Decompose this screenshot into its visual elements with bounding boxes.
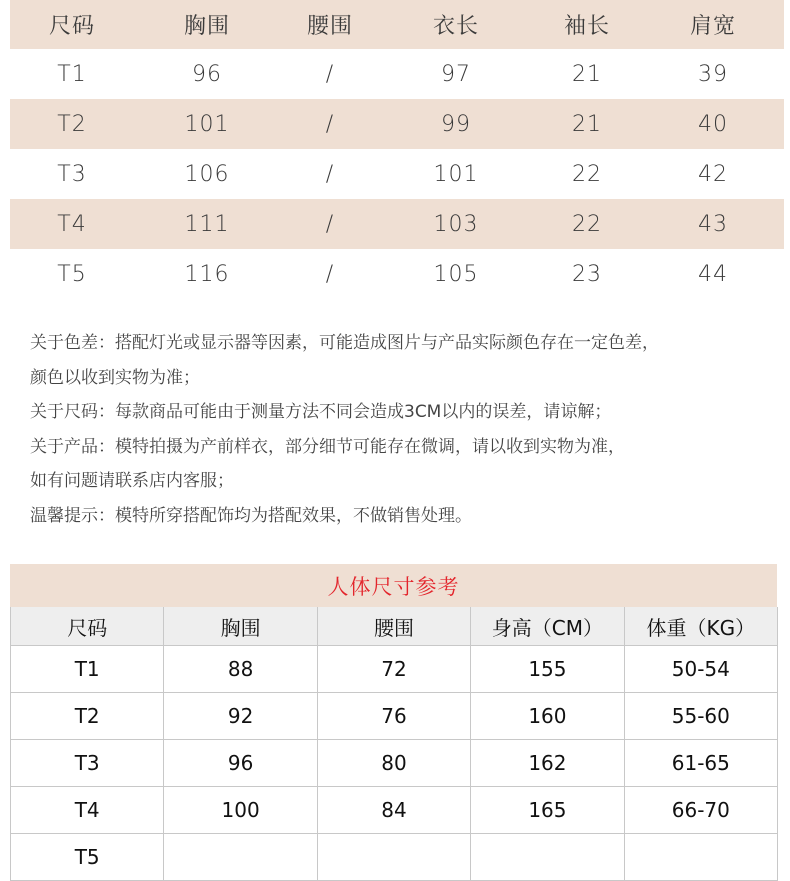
table-cell: 116 [184, 261, 230, 287]
table-row [11, 693, 777, 740]
table-cell: 50-54 [671, 657, 730, 681]
table-cell: 23 [572, 261, 602, 287]
body-size-title: 人体尺寸参考 [10, 564, 777, 608]
table-cell: 22 [572, 211, 602, 237]
header-sleeve: 袖长 [563, 14, 610, 39]
table-row [10, 99, 784, 149]
table-row [10, 199, 784, 249]
note-product-sample: 关于产品：模特拍摄为产前样衣，部分细节可能存在微调，请以收到实物为准， [30, 436, 625, 457]
table-cell: 103 [433, 211, 479, 237]
table-cell: 84 [318, 787, 471, 833]
table-cell: 55-60 [671, 704, 730, 728]
table-cell: 101 [433, 161, 479, 187]
garment-size-table [10, 0, 784, 299]
table-cell: 155 [471, 646, 624, 692]
note-color-difference-cont: 颜色以收到实物为准； [30, 367, 200, 388]
table-row [11, 834, 777, 881]
table-cell: T4 [11, 787, 164, 833]
table-cell: / [325, 61, 335, 87]
table-cell: T4 [57, 211, 87, 237]
table-cell: 96 [192, 61, 222, 87]
table-cell: T3 [57, 161, 87, 187]
table-cell: 66-70 [671, 798, 730, 822]
header-weight: 体重（KG） [646, 615, 756, 640]
note-reminder: 温馨提示：模特所穿搭配饰均为搭配效果，不做销售处理。 [30, 505, 472, 526]
header-size: 尺码 [48, 14, 95, 39]
table-cell: T5 [57, 261, 87, 287]
table-cell: T3 [11, 740, 164, 786]
note-color-difference: 关于色差：搭配灯光或显示器等因素，可能造成图片与产品实际颜色存在一定色差， [30, 333, 659, 353]
table-cell [318, 834, 471, 880]
header-shoulder: 肩宽 [689, 14, 736, 39]
table-cell: 88 [164, 646, 317, 692]
table-cell: / [325, 261, 335, 287]
header-size: 尺码 [11, 607, 164, 645]
table-cell: 99 [441, 111, 471, 137]
garment-table-header [10, 0, 784, 49]
table-cell: 22 [572, 161, 602, 187]
header-length: 衣长 [432, 14, 479, 39]
header-chest: 胸围 [183, 14, 230, 39]
notes-section [30, 326, 780, 533]
table-cell: T2 [57, 111, 87, 137]
table-cell: 96 [164, 740, 317, 786]
header-waist: 腰围 [306, 14, 353, 39]
header-waist: 腰围 [318, 607, 471, 645]
table-cell: 40 [698, 111, 728, 137]
table-row [11, 646, 777, 693]
table-cell: 80 [318, 740, 471, 786]
table-cell: T2 [11, 693, 164, 739]
table-row [10, 249, 784, 299]
table-cell: / [325, 161, 335, 187]
table-cell: 111 [184, 211, 230, 237]
table-cell: 106 [184, 161, 230, 187]
table-row [10, 49, 784, 99]
table-cell [625, 834, 777, 880]
table-cell: 43 [698, 211, 728, 237]
table-cell: T1 [11, 646, 164, 692]
table-cell: 76 [318, 693, 471, 739]
table-cell: T5 [11, 834, 164, 880]
table-cell: 165 [471, 787, 624, 833]
note-product-sample-cont: 如有问题请联系店内客服； [30, 471, 234, 491]
table-row [10, 149, 784, 199]
table-cell: 21 [572, 61, 602, 87]
table-cell: 101 [184, 111, 230, 137]
header-chest: 胸围 [164, 607, 317, 645]
table-cell: 39 [698, 61, 728, 87]
table-cell: 21 [572, 111, 602, 137]
table-cell: / [325, 211, 335, 237]
header-height: 身高（CM） [471, 607, 624, 645]
table-cell: 61-65 [671, 751, 730, 775]
note-size-tolerance: 关于尺码：每款商品可能由于测量方法不同会造成3CM以内的误差，请谅解； [30, 402, 612, 422]
table-cell: T1 [57, 61, 87, 87]
table-cell: 92 [164, 693, 317, 739]
body-table-header [11, 607, 777, 646]
body-size-table [10, 607, 778, 881]
table-cell: 160 [471, 693, 624, 739]
table-cell: 162 [471, 740, 624, 786]
table-cell [164, 834, 317, 880]
table-row [11, 787, 777, 834]
table-cell: 97 [441, 61, 471, 87]
table-cell: 42 [698, 161, 728, 187]
table-cell: 72 [318, 646, 471, 692]
table-cell [471, 834, 624, 880]
table-row [11, 740, 777, 787]
table-cell: / [325, 111, 335, 137]
table-cell: 44 [698, 261, 728, 287]
table-cell: 100 [164, 787, 317, 833]
table-cell: 105 [433, 261, 479, 287]
